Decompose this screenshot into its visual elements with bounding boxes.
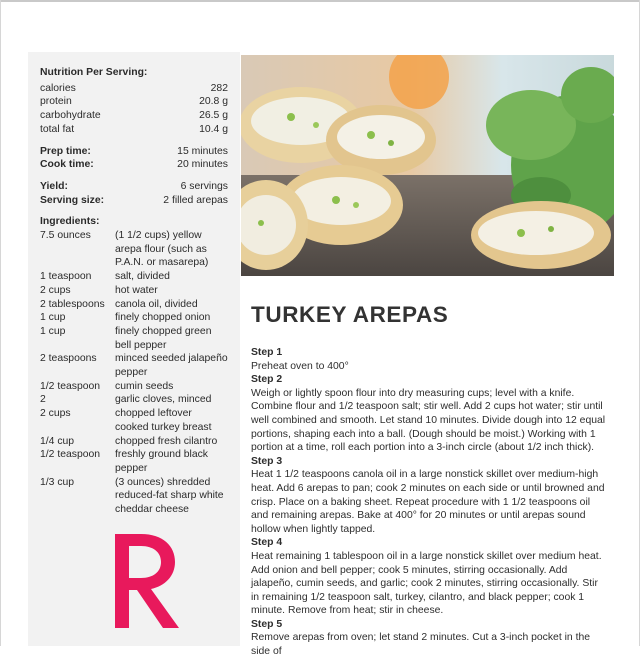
ingredient-item [40,435,228,449]
yield-value: 6 servings [180,180,228,192]
ingredient-item [40,476,228,517]
ingredient-item [40,229,228,270]
prep-time-row [40,145,228,159]
cook-time-value: 20 minutes [177,159,228,171]
ingredient-item [40,380,228,394]
nutrition-row [40,123,228,137]
ingredient-text: hot water [115,284,158,296]
cook-time-row [40,158,228,172]
serving-size-label: Serving size: [40,194,105,206]
ingredient-item [40,352,228,379]
ingredient-qty: 7.5 ounces [40,230,91,242]
ingredient-text: garlic cloves, minced [115,394,212,406]
ingredient-item [40,393,228,407]
step-heading: Step 3 [251,455,283,467]
yield-label: Yield: [40,180,68,192]
nutrition-value: 26.5 g [199,110,228,122]
recipe-title: TURKEY AREPAS [251,302,449,327]
nutrition-info [40,66,228,517]
ingredient-text: canola oil, divided [115,298,198,310]
nutrition-heading: Nutrition Per Serving: [40,67,148,78]
cook-time-label: Cook time: [40,159,94,171]
ingredient-item [40,325,228,352]
ingredient-qty: 1/2 teaspoon [40,380,101,392]
ingredient-qty: 2 tablespoons [40,298,105,310]
step-heading: Step 5 [251,618,283,630]
ingredient-text: (3 ounces) shredded reduced-fat sharp white cheddar cheese [115,476,224,516]
nutrition-label: protein [40,96,72,108]
ingredient-qty: 1 cup [40,312,66,324]
ingredient-item [40,284,228,298]
step-heading: Step 4 [251,537,283,549]
ingredient-qty: 1/4 cup [40,435,75,447]
serving-size-value: 2 filled arepas [163,194,228,206]
ingredient-item [40,448,228,475]
nutrition-row [40,109,228,123]
ingredient-qty: 1 cup [40,325,66,337]
brand-logo-icon [111,528,183,632]
ingredient-item [40,311,228,325]
arepas-photo-illustration [241,55,614,276]
nutrition-row [40,95,228,109]
ingredient-text: freshly ground black pepper [115,449,208,474]
nutrition-value: 282 [210,82,228,94]
ingredient-item [40,270,228,284]
ingredient-qty: 1/3 cup [40,476,75,488]
ingredient-text: (1 1/2 cups) yellow arepa flour (such as P.A.N. or masarepa) [115,230,209,269]
ingredient-text: chopped leftover cooked turkey breast [115,408,212,433]
nutrition-value: 20.8 g [199,96,228,108]
ingredient-text: finely chopped green bell pepper [115,325,212,351]
nutrition-label: total fat [40,123,75,135]
nutrition-label: calories [40,82,76,94]
top-border [0,0,640,2]
step-heading: Step 1 [251,347,283,358]
ingredient-text: chopped fresh cilantro [115,435,218,447]
step-heading: Step 2 [251,374,283,386]
ingredient-qty: 2 cups [40,408,71,420]
left-border [0,0,1,646]
nutrition-row [40,82,228,96]
step-text: Preheat oven to 400° [251,360,349,372]
ingredient-qty: 2 cups [40,284,71,296]
serving-size-row [40,194,228,208]
step-text: Heat 1 1/2 teaspoons canola oil in a large nonstick skillet over medium-high heat. Add 6 arepas to pan; cook 2 minutes on each side or until browned and crisp. Place on a baking sheet. Repeat procedure with 1 1/2 teaspoons oil and remaining arepas. Bake at 400° for 20 minutes or until arepas sound hollow when lightly tapped. [251,469,605,535]
ingredient-text: minced seeded jalapeño pepper [115,353,228,379]
step-text: Remove arepas from oven; let stand 2 minutes. Cut a 3-inch pocket in the side of [251,632,591,658]
ingredient-qty: 2 teaspoons [40,353,97,365]
ingredient-text: finely chopped onion [115,312,211,324]
recipe-photo [241,55,614,276]
ingredient-qty: 1/2 teaspoon [40,449,101,461]
nutrition-value: 10.4 g [199,123,228,135]
nutrition-label: carbohydrate [40,110,101,122]
ingredient-item [40,407,228,434]
step-text: Heat remaining 1 tablespoon oil in a large nonstick skillet over medium heat. Add onion and bell pepper; cook 5 minutes, stirring occasionally. Add jalapeño, cumin seeds, and garlic; cook 2 minutes, stirring occasionally. Stir in remaining 1/2 teaspoon salt, turkey, cilantro, and black pepper; cook 1 minute. Remove from heat; stir in cheese. [251,550,602,617]
ingredient-text: cumin seeds [115,380,174,392]
ingredient-qty: 2 [40,394,46,406]
yield-row [40,180,228,194]
recipe-steps [251,346,607,659]
step-text: Weigh or lightly spoon flour into dry measuring cups; level with a knife. Combine flour and 1/2 teaspoon salt; stir well. Add 2 cups hot water; stir until well combined and smooth. Let stand 10 minutes. Divide dough into 12 equal portions, shaping each into a ball. (Dough should be moist.) Working with 1 portion at a time, roll each portion into a 3-inch circle (about 1/2 inch thick). [251,387,606,454]
ingredient-qty: 1 teaspoon [40,271,92,283]
prep-time-label: Prep time: [40,145,91,157]
ingredient-text: salt, divided [115,271,170,283]
prep-time-value: 15 minutes [177,145,228,157]
ingredients-heading: Ingredients: [40,216,100,228]
ingredient-item [40,298,228,312]
